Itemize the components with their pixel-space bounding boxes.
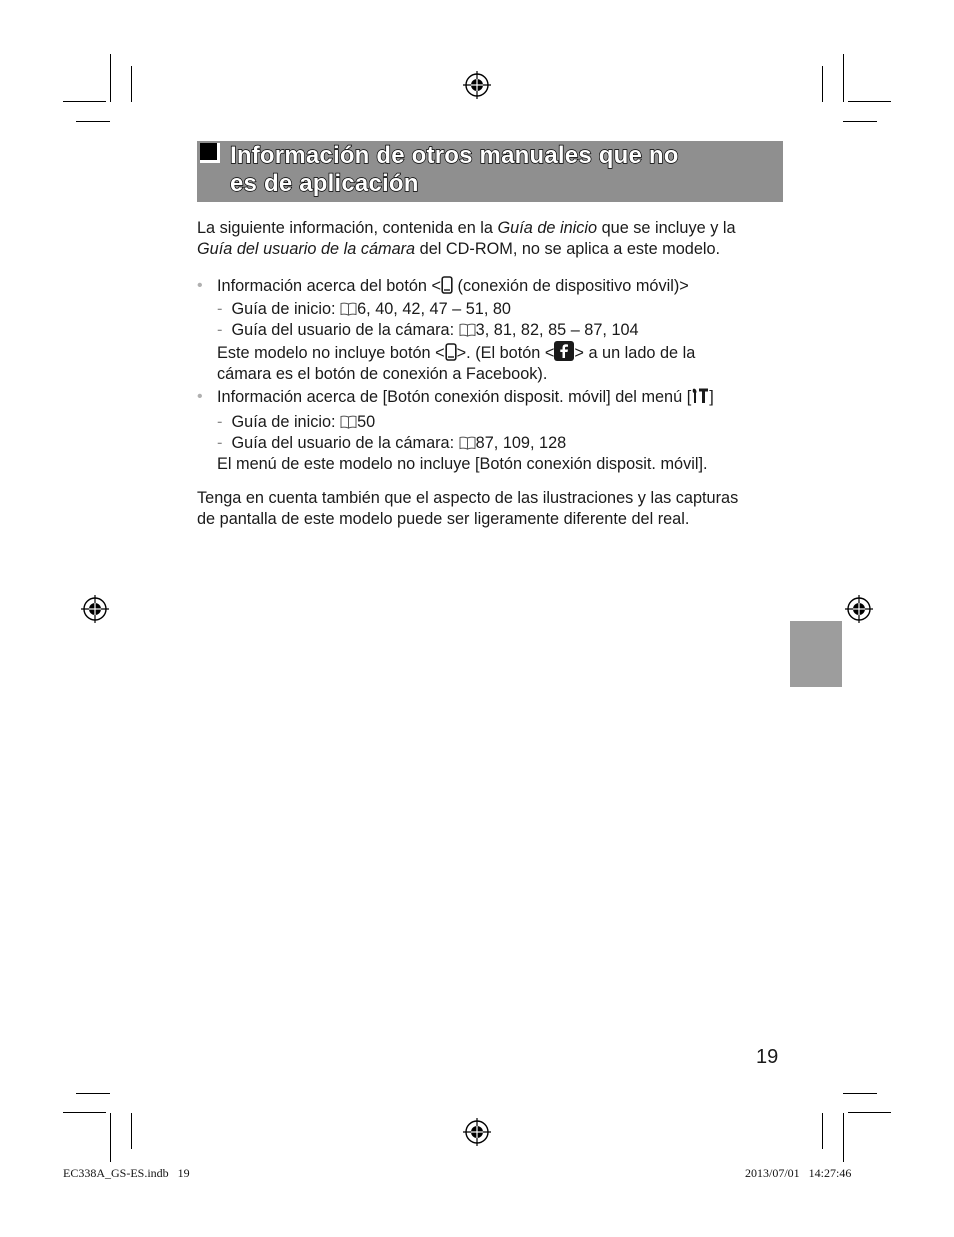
facebook-icon [554,341,574,361]
registration-mark-icon [81,595,109,623]
page-title-line2: es de aplicación [230,170,419,197]
dash: - [217,300,223,318]
intro-text: que se incluye y la [597,219,736,237]
intro-user-guide-name: Guía del usuario de la cámara [197,240,416,258]
list-item [217,276,695,385]
book-icon [459,436,476,450]
smartphone-icon [445,343,457,361]
item-note: > a un lado de la [574,344,696,362]
dash: - [217,413,223,431]
sub-item-refs: 6, 40, 42, 47 – 51, 80 [357,300,511,318]
bullet: • [197,388,203,405]
sub-item-label: Guía del usuario de la cámara: [231,434,459,452]
item-heading: Información acerca del botón < [217,277,442,295]
list-item [217,387,714,475]
bullet: • [197,277,203,294]
item-note: >. (El botón < [456,344,555,362]
registration-mark-icon [463,71,491,99]
book-icon [340,302,357,316]
closing-line: de pantalla de este modelo puede ser ligeramente diferente del real. [197,510,690,528]
item-heading: (conexión de dispositivo móvil)> [453,277,689,295]
item-heading: Información acerca de [Botón conexión disposit. móvil] del menú [ [217,388,692,406]
closing-line: Tenga en cuenta también que el aspecto de las ilustraciones y las capturas [197,489,739,507]
setup-tools-icon [691,387,709,405]
title-corner-mark-inner [200,143,217,160]
sub-item-refs: 3, 81, 82, 85 – 87, 104 [475,321,639,339]
item-note: El menú de este modelo no incluye [Botón conexión disposit. móvil]. [217,455,708,473]
intro-guide-name: Guía de inicio [497,219,598,237]
page-title-line1: Información de otros manuales que no [230,142,679,169]
item-heading: ] [709,388,714,406]
item-note: cámara es el botón de conexión a Facebook). [217,365,548,383]
intro-paragraph [197,218,736,260]
dash: - [217,321,223,339]
registration-mark-icon [845,595,873,623]
footer-file-name: EC338A_GS-ES.indb 19 [63,1166,190,1180]
chapter-tab [790,621,842,687]
dash: - [217,434,223,452]
smartphone-icon [441,276,453,294]
sub-item-label: Guía de inicio: [231,300,341,318]
book-icon [340,415,357,429]
page-title [230,142,780,198]
footer-timestamp: 2013/07/01 14:27:46 [745,1166,852,1180]
sub-item-refs: 87, 109, 128 [475,434,567,452]
book-icon [459,323,476,337]
intro-text: La siguiente información, contenida en la [197,219,498,237]
registration-mark-icon [463,1118,491,1146]
item-note: Este modelo no incluye botón < [217,344,445,362]
intro-text: del CD-ROM, no se aplica a este modelo. [415,240,721,258]
sub-item-refs: 50 [357,413,376,431]
page-number: 19 [756,1046,779,1068]
closing-paragraph [197,488,738,530]
sub-item-label: Guía del usuario de la cámara: [231,321,459,339]
sub-item-label: Guía de inicio: [231,413,341,431]
